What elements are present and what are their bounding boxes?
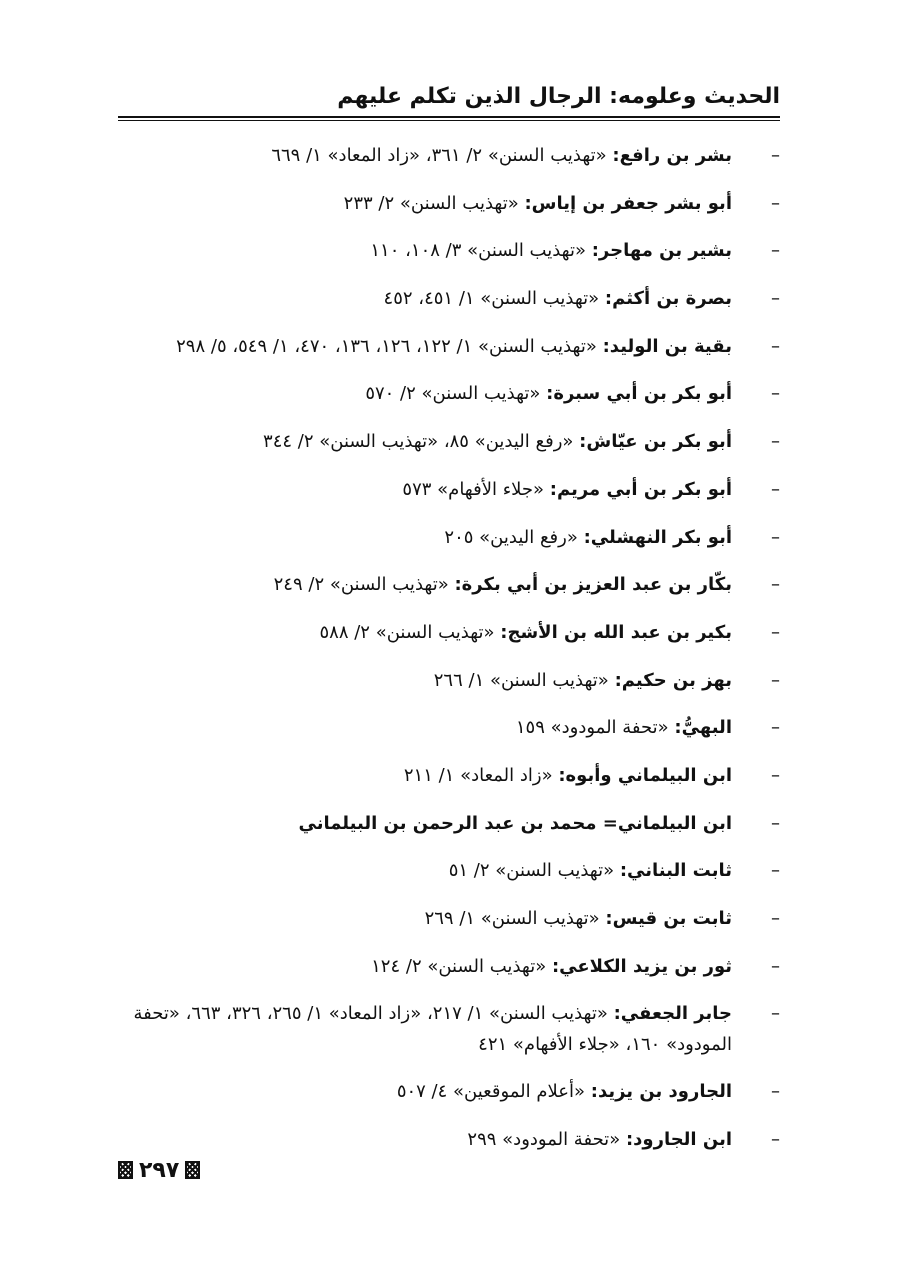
entry-name: أبو بكر بن عيّاش: [579, 431, 732, 453]
entry-name: بقية بن الوليد: [602, 335, 732, 357]
entry-name: بصرة بن أكثم: [604, 288, 732, 310]
list-item: – الجارود بن يزيد: «أعلام الموقعين» ٤/ ٥٠٧ [396, 1081, 780, 1103]
header-rule-thick [118, 116, 780, 118]
entry-reference: «تهذيب السنن» ٢/ ٣٦١، «زاد المعاد» ١/ ٦٦٩ [271, 145, 607, 166]
list-item: – جابر الجعفي: «تهذيب السنن» ١/ ٢١٧، «زاد المعاد» ١/ ٢٦٥، ٣٢٦، ٦٦٣، «تحفة المودود» ١٦٠، «جلاء الأفهام» ٤٢١ [133, 1003, 780, 1056]
square-ornament-icon [185, 1161, 200, 1179]
entry-reference: «تحفة المودود» ١٥٩ [515, 717, 669, 739]
running-header [118, 84, 780, 120]
entry-reference: «رفع اليدين» ٢٠٥ [444, 526, 578, 548]
list-item: – أبو بكر بن أبي سبرة: «تهذيب السنن» ٢/ ٥٧٠ [365, 383, 780, 405]
entry-reference: «جلاء الأفهام» ٥٧٣ [402, 478, 545, 500]
entry-name: بهز بن حكيم: [614, 669, 732, 691]
entry-reference: «تهذيب السنن» ١/ ١٢٢، ١٢٦، ١٣٦، ٤٧٠، ١/ ٥٤٩، ٥/ ٢٩٨ [176, 335, 597, 357]
entry-name: أبو بكر النهشلي: [583, 526, 732, 548]
entry-name: جابر الجعفي: [613, 1003, 732, 1025]
list-item: – بشير بن مهاجر: «تهذيب السنن» ٣/ ١٠٨، ١١٠ [370, 240, 780, 262]
entry-reference: «تهذيب السنن» ١/ ٢٦٩ [424, 908, 600, 929]
entry-reference: «تهذيب السنن» ١/ ٢١٧، «زاد المعاد» ١/ ٢٦٥، ٣٢٦، ٦٦٣، «تحفة المودود» ١٦٠، «جلاء الأفهام» ٤٢١ [133, 1003, 732, 1056]
list-item: – بهز بن حكيم: «تهذيب السنن» ١/ ٢٦٦ [433, 669, 780, 691]
entry-reference: «تهذيب السنن» ٢/ ١٢٤ [371, 955, 547, 977]
entry-name: أبو بشر جعفر بن إياس: [524, 192, 732, 214]
entry-reference: «أعلام الموقعين» ٤/ ٥٠٧ [396, 1081, 586, 1103]
entry-name: بكير بن عبد الله بن الأشج: [500, 621, 732, 643]
entries-list [110, 140, 780, 1171]
entry-reference: «تهذيب السنن» ١/ ٤٥١، ٤٥٢ [383, 288, 600, 310]
entry-reference: «تهذيب السنن» ٢/ ٢٤٩ [273, 574, 449, 596]
entry-reference: «تهذيب السنن» ٣/ ١٠٨، ١١٠ [370, 240, 586, 262]
entry-name: بكّار بن عبد العزيز بن أبي بكرة: [454, 574, 732, 596]
entry-reference: «تحفة المودود» ٢٩٩ [467, 1128, 621, 1150]
entry-reference: «تهذيب السنن» ٢/ ٥٧٠ [365, 383, 541, 405]
list-item: – أبو بكر بن أبي مريم: «جلاء الأفهام» ٥٧٣ [402, 478, 780, 500]
list-item: – بشر بن رافع: «تهذيب السنن» ٢/ ٣٦١، «زاد المعاد» ١/ ٦٦٩ [271, 145, 780, 166]
entry-name: ابن البيلماني وأبوه: [558, 764, 732, 786]
square-ornament-icon [118, 1161, 133, 1179]
header-rule-thin [118, 120, 780, 121]
page-number: ٢٩٧ [139, 1157, 180, 1183]
entry-name: البهيُّ: [674, 717, 732, 739]
entry-reference: «تهذيب السنن» ١/ ٢٦٦ [433, 669, 609, 691]
list-item: – ثور بن يزيد الكلاعي: «تهذيب السنن» ٢/ ١٢٤ [371, 955, 780, 977]
list-item: – ثابت البناني: «تهذيب السنن» ٢/ ٥١ [448, 860, 780, 882]
entry-name: ثابت البناني: [619, 860, 732, 882]
list-item: – أبو بكر بن عيّاش: «رفع اليدين» ٨٥، «تهذيب السنن» ٢/ ٣٤٤ [263, 431, 780, 453]
list-item: – بصرة بن أكثم: «تهذيب السنن» ١/ ٤٥١، ٤٥٢ [383, 288, 780, 310]
entry-reference: «تهذيب السنن» ٢/ ٥٨٨ [319, 621, 495, 643]
header-title: الحديث وعلومه: الرجال الذين تكلم عليهم [337, 84, 780, 109]
list-item: – بكّار بن عبد العزيز بن أبي بكرة: «تهذيب السنن» ٢/ ٢٤٩ [273, 574, 780, 596]
list-item: – أبو بشر جعفر بن إياس: «تهذيب السنن» ٢/ ٢٣٣ [343, 192, 780, 214]
page-number-block [118, 1155, 200, 1185]
list-item: – ابن البيلماني= محمد بن عبد الرحمن بن البيلماني [298, 812, 780, 834]
entry-name: الجارود بن يزيد: [590, 1081, 732, 1103]
entry-name: أبو بكر بن أبي سبرة: [546, 383, 732, 405]
list-item: – البهيُّ: «تحفة المودود» ١٥٩ [515, 717, 780, 739]
list-item: – ابن البيلماني وأبوه: «زاد المعاد» ١/ ٢١١ [403, 764, 780, 786]
entry-name: ثور بن يزيد الكلاعي: [551, 955, 732, 977]
entry-name: أبو بكر بن أبي مريم: [549, 478, 732, 500]
entry-name: بشر بن رافع: [612, 145, 732, 166]
list-item: – أبو بكر النهشلي: «رفع اليدين» ٢٠٥ [444, 526, 780, 548]
entry-name: ابن الجارود: [625, 1128, 732, 1150]
entry-name: ابن البيلماني= محمد بن عبد الرحمن بن البيلماني [298, 812, 732, 834]
entry-name: ثابت بن قيس: [605, 908, 732, 929]
entry-reference: «تهذيب السنن» ٢/ ٢٣٣ [343, 192, 519, 214]
entry-reference: «زاد المعاد» ١/ ٢١١ [403, 764, 553, 786]
list-item: – بقية بن الوليد: «تهذيب السنن» ١/ ١٢٢، ١٢٦، ١٣٦، ٤٧٠، ١/ ٥٤٩، ٥/ ٢٩٨ [176, 335, 780, 357]
list-item: – بكير بن عبد الله بن الأشج: «تهذيب السنن» ٢/ ٥٨٨ [319, 621, 780, 643]
entry-reference: «رفع اليدين» ٨٥، «تهذيب السنن» ٢/ ٣٤٤ [263, 431, 574, 453]
list-item: – ثابت بن قيس: «تهذيب السنن» ١/ ٢٦٩ [424, 908, 780, 929]
entry-name: بشير بن مهاجر: [591, 240, 732, 262]
list-item: – ابن الجارود: «تحفة المودود» ٢٩٩ [467, 1128, 780, 1150]
entry-reference: «تهذيب السنن» ٢/ ٥١ [448, 860, 615, 882]
